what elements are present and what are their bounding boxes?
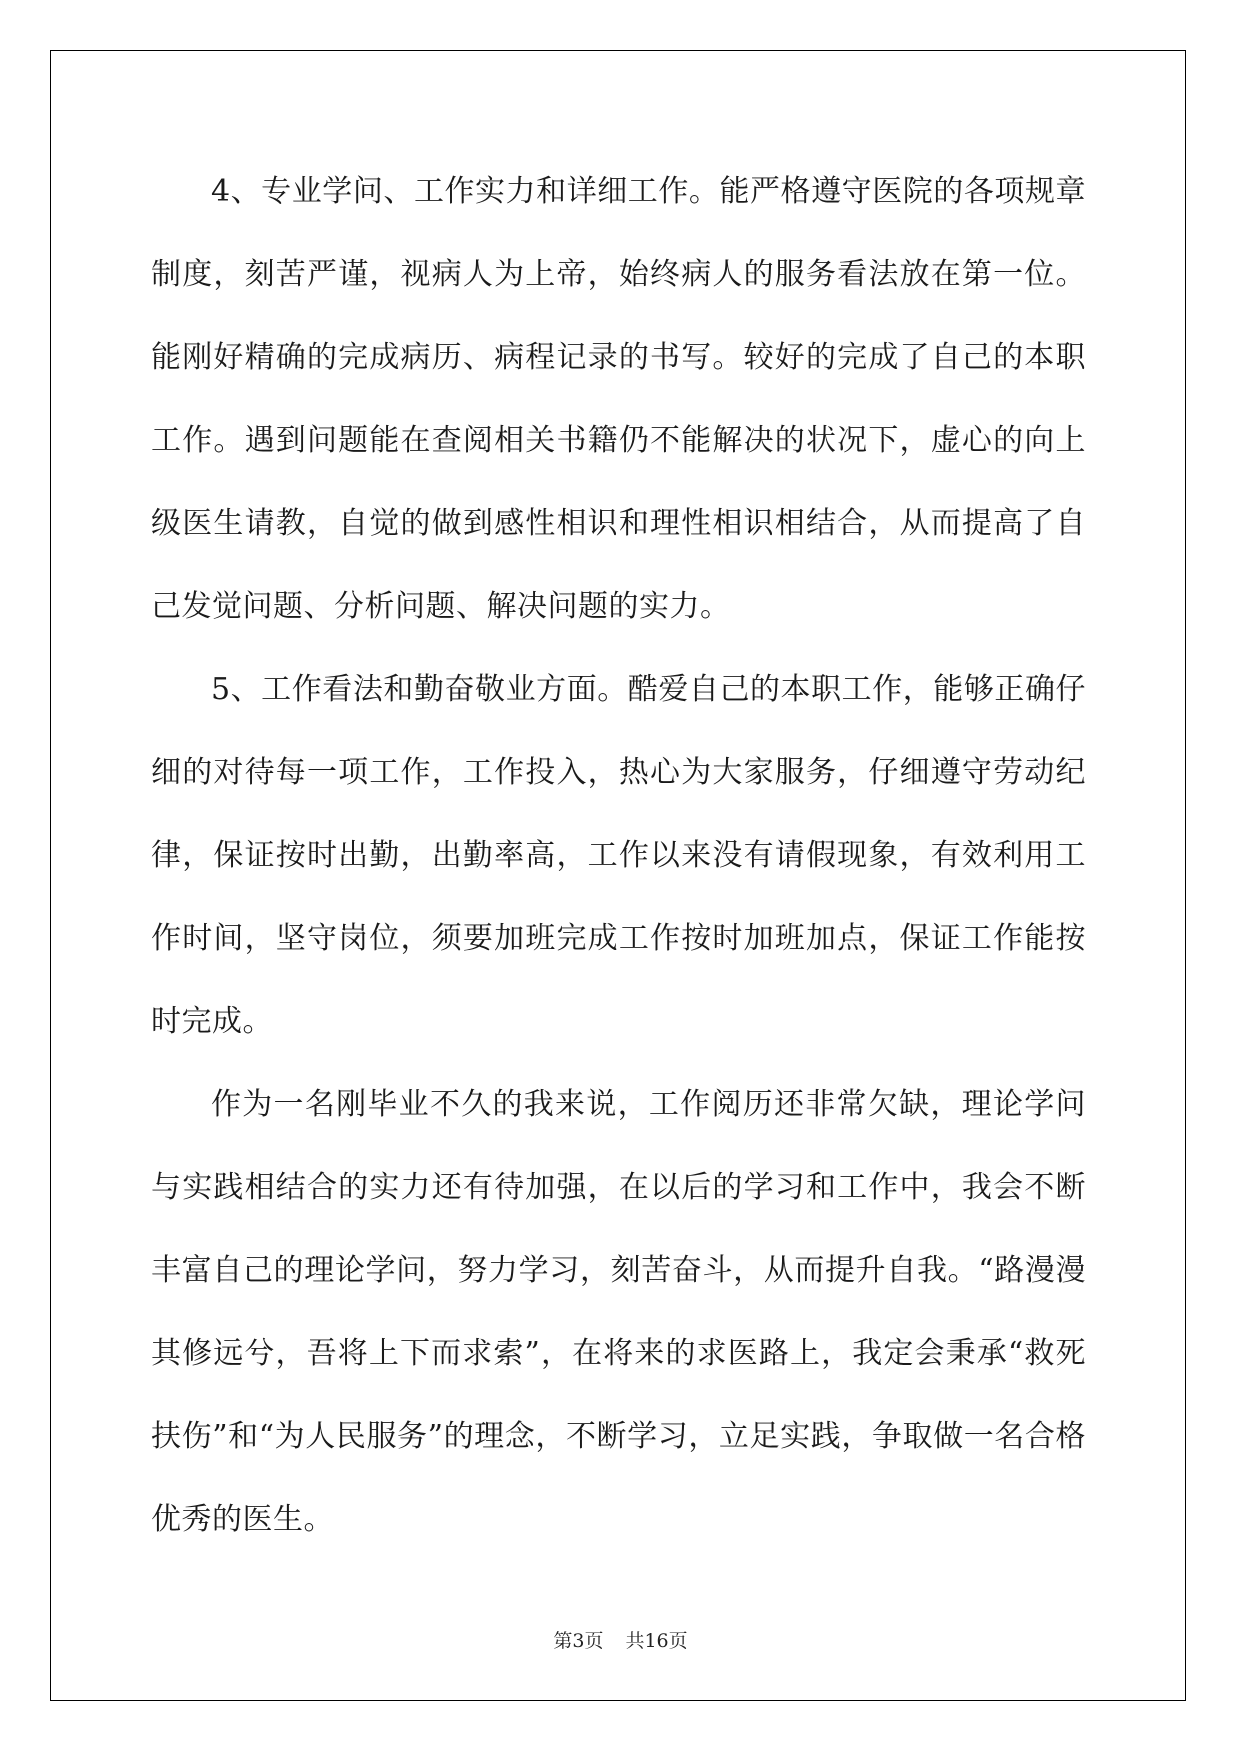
paragraph-work-attitude: 5、工作看法和勤奋敬业方面。酷爱自己的本职工作，能够正确仔细的对待每一项工作，工作投入，热心为大家服务，仔细遵守劳动纪律，保证按时出勤，出勤率高，工作以来没有请假现象，有效利用工作时间，坚守岗位，须要加班完成工作按时加班加点，保证工作能按时完成。 bbox=[151, 672, 1086, 1039]
page-number: 第3页 bbox=[553, 1630, 604, 1652]
page-total: 共16页 bbox=[625, 1630, 688, 1652]
paragraph-professional-work: 4、专业学问、工作实力和详细工作。能严格遵守医院的各项规章制度，刻苦严谨，视病人为上帝，始终病人的服务看法放在第一位。能刚好精确的完成病历、病程记录的书写。较好的完成了自己的本职工作。遇到问题能在查阅相关书籍仍不能解决的状况下，虚心的向上级医生请教，自觉的做到感性相识和理性相识相结合，从而提高了自己发觉问题、分析问题、解决问题的实力。 bbox=[151, 174, 1086, 624]
document-body bbox=[151, 150, 1086, 1561]
page-footer bbox=[0, 1626, 1241, 1653]
paragraph-self-reflection: 作为一名刚毕业不久的我来说，工作阅历还非常欠缺，理论学问与实践相结合的实力还有待加强，在以后的学习和工作中，我会不断丰富自己的理论学问，努力学习，刻苦奋斗，从而提升自我。“路漫漫其修远兮，吾将上下而求索”，在将来的求医路上，我定会秉承“救死扶伤”和“为人民服务”的理念，不断学习，立足实践，争取做一名合格优秀的医生。 bbox=[151, 1087, 1086, 1537]
